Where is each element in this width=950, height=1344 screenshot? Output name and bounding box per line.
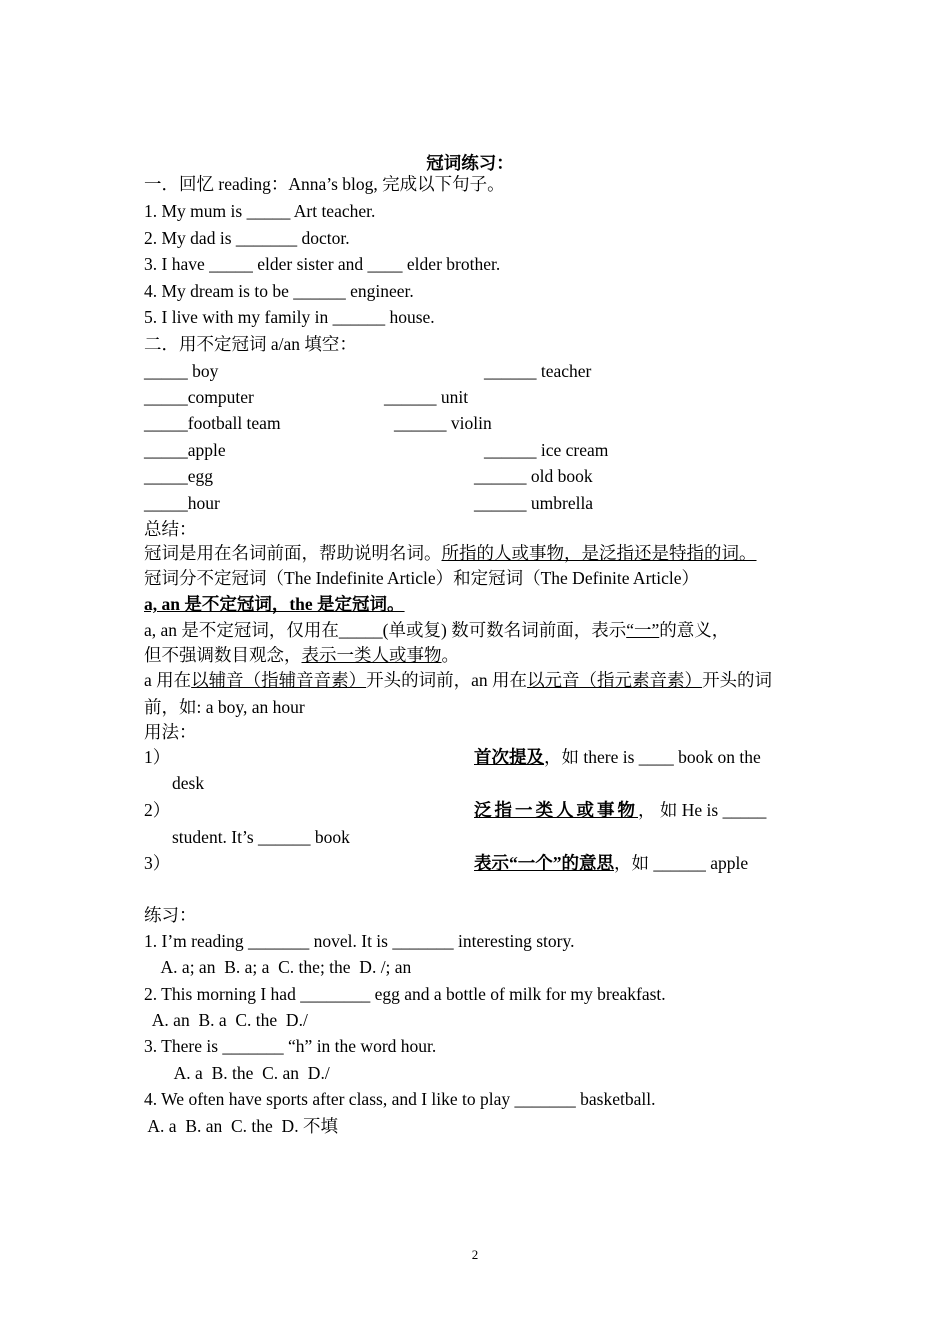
summary-line-5-c: 。 xyxy=(441,645,459,665)
practice-q4-options: A. a B. an C. the D. 不填 xyxy=(144,1116,338,1136)
summary-line-6-underlined-1: 以辅音（指辅音音素） xyxy=(191,670,367,690)
usage-item-2 xyxy=(474,799,806,821)
usage-num-2: 2） xyxy=(144,800,171,820)
summary-line-4-blank: _____ xyxy=(338,620,383,640)
summary-heading: 总结： xyxy=(144,519,197,539)
page-number: 2 xyxy=(471,1247,479,1262)
summary-line-6-c: 开头的词前，an 用在 xyxy=(366,670,528,690)
usage-item-2-rest: ， 如 He is _____ xyxy=(638,800,767,820)
summary-line-6-a: a 用在 xyxy=(144,670,192,690)
summary-line-4-c: (单或复) 数可数名词前面，表示 xyxy=(382,620,627,640)
part2-left-1: _____ boy xyxy=(144,361,219,381)
part2-left-4: _____apple xyxy=(144,440,226,460)
practice-q3-options: A. a B. the C. an D./ xyxy=(144,1063,330,1083)
summary-line-4 xyxy=(144,619,729,641)
part1-item-4: 4. My dream is to be ______ engineer. xyxy=(144,281,414,301)
usage-num-1: 1） xyxy=(144,747,171,767)
part1-item-1: 1. My mum is _____ Art teacher. xyxy=(144,201,376,221)
usage-item-2-key: 泛指一类人或事物 xyxy=(474,800,638,820)
summary-line-4-a: a, an 是不定冠词，仅用在 xyxy=(144,620,339,640)
usage-item-1 xyxy=(474,746,806,768)
summary-line-4-e: 的意义， xyxy=(659,620,730,640)
usage-item-3-key: 表示“一个”的意思 xyxy=(474,853,614,873)
summary-line-1-underlined: 所指的人或事物，是泛指还是特指的词。 xyxy=(441,543,757,563)
usage-item-1-rest: ，如 there is ____ book on the xyxy=(544,747,761,767)
part1-heading: 一．回忆 reading：Anna’s blog, 完成以下句子。 xyxy=(144,174,505,194)
practice-q1-options: A. a; an B. a; a C. the; the D. /; an xyxy=(144,957,412,977)
practice-q1: 1. I’m reading _______ novel. It is _______ interesting story. xyxy=(144,931,575,951)
part2-heading: 二．用不定冠词 a/an 填空： xyxy=(144,334,357,354)
practice-q2-options: A. an B. a C. the D./ xyxy=(144,1010,308,1030)
part1-item-3: 3. I have _____ elder sister and ____ elder brother. xyxy=(144,254,501,274)
summary-line-5-underlined: 表示一类人或事物 xyxy=(301,645,442,665)
part2-right-3: ______ violin xyxy=(394,413,492,433)
part2-left-2: _____computer xyxy=(144,387,254,407)
summary-line-6-e: 开头的词 xyxy=(702,670,773,690)
part2-right-6: ______ umbrella xyxy=(474,493,594,513)
usage-item-1-key: 首次提及 xyxy=(474,747,544,767)
summary-line-7: 前，如: a boy, an hour xyxy=(144,697,305,717)
summary-definite-note: a, an 是不定冠词，the 是定冠词。 xyxy=(144,594,405,614)
usage-item-3-rest: ，如 ______ apple xyxy=(614,853,749,873)
summary-line-2: 冠词分不定冠词（The Indefinite Article）和定冠词（The Definite Article） xyxy=(144,568,700,588)
practice-q2: 2. This morning I had ________ egg and a bottle of milk for my breakfast. xyxy=(144,984,666,1004)
part2-right-2: ______ unit xyxy=(384,387,469,407)
usage-item-2-cont: student. It’s ______ book xyxy=(172,827,350,847)
part1-item-5: 5. I live with my family in ______ house. xyxy=(144,307,435,327)
part2-right-4: ______ ice cream xyxy=(484,440,609,460)
page-title: 冠词练习： xyxy=(426,153,514,173)
summary-line-3 xyxy=(144,593,405,615)
part2-right-5: ______ old book xyxy=(474,466,593,486)
usage-item-1-cont: desk xyxy=(172,773,205,793)
part2-right-1: ______ teacher xyxy=(484,361,592,381)
summary-line-6-underlined-2: 以元音（指元素音素） xyxy=(527,670,703,690)
usage-heading: 用法： xyxy=(144,722,197,742)
summary-line-6 xyxy=(144,669,772,691)
practice-q3: 3. There is _______ “h” in the word hour. xyxy=(144,1036,437,1056)
summary-line-5 xyxy=(144,644,459,666)
usage-item-3 xyxy=(474,852,806,874)
part2-left-6: _____hour xyxy=(144,493,220,513)
practice-q4: 4. We often have sports after class, and I like to play _______ basketball. xyxy=(144,1089,656,1109)
summary-line-1-text: 冠词是用在名词前面，帮助说明名词。 xyxy=(144,543,442,563)
summary-line-4-underlined: “一” xyxy=(626,620,660,640)
summary-line-1 xyxy=(144,542,757,564)
part2-left-5: _____egg xyxy=(144,466,214,486)
summary-line-5-a: 但不强调数目观念， xyxy=(144,645,302,665)
part2-left-3: _____football team xyxy=(144,413,281,433)
practice-heading: 练习： xyxy=(144,905,197,925)
part1-item-2: 2. My dad is _______ doctor. xyxy=(144,228,350,248)
usage-num-3: 3） xyxy=(144,853,171,873)
